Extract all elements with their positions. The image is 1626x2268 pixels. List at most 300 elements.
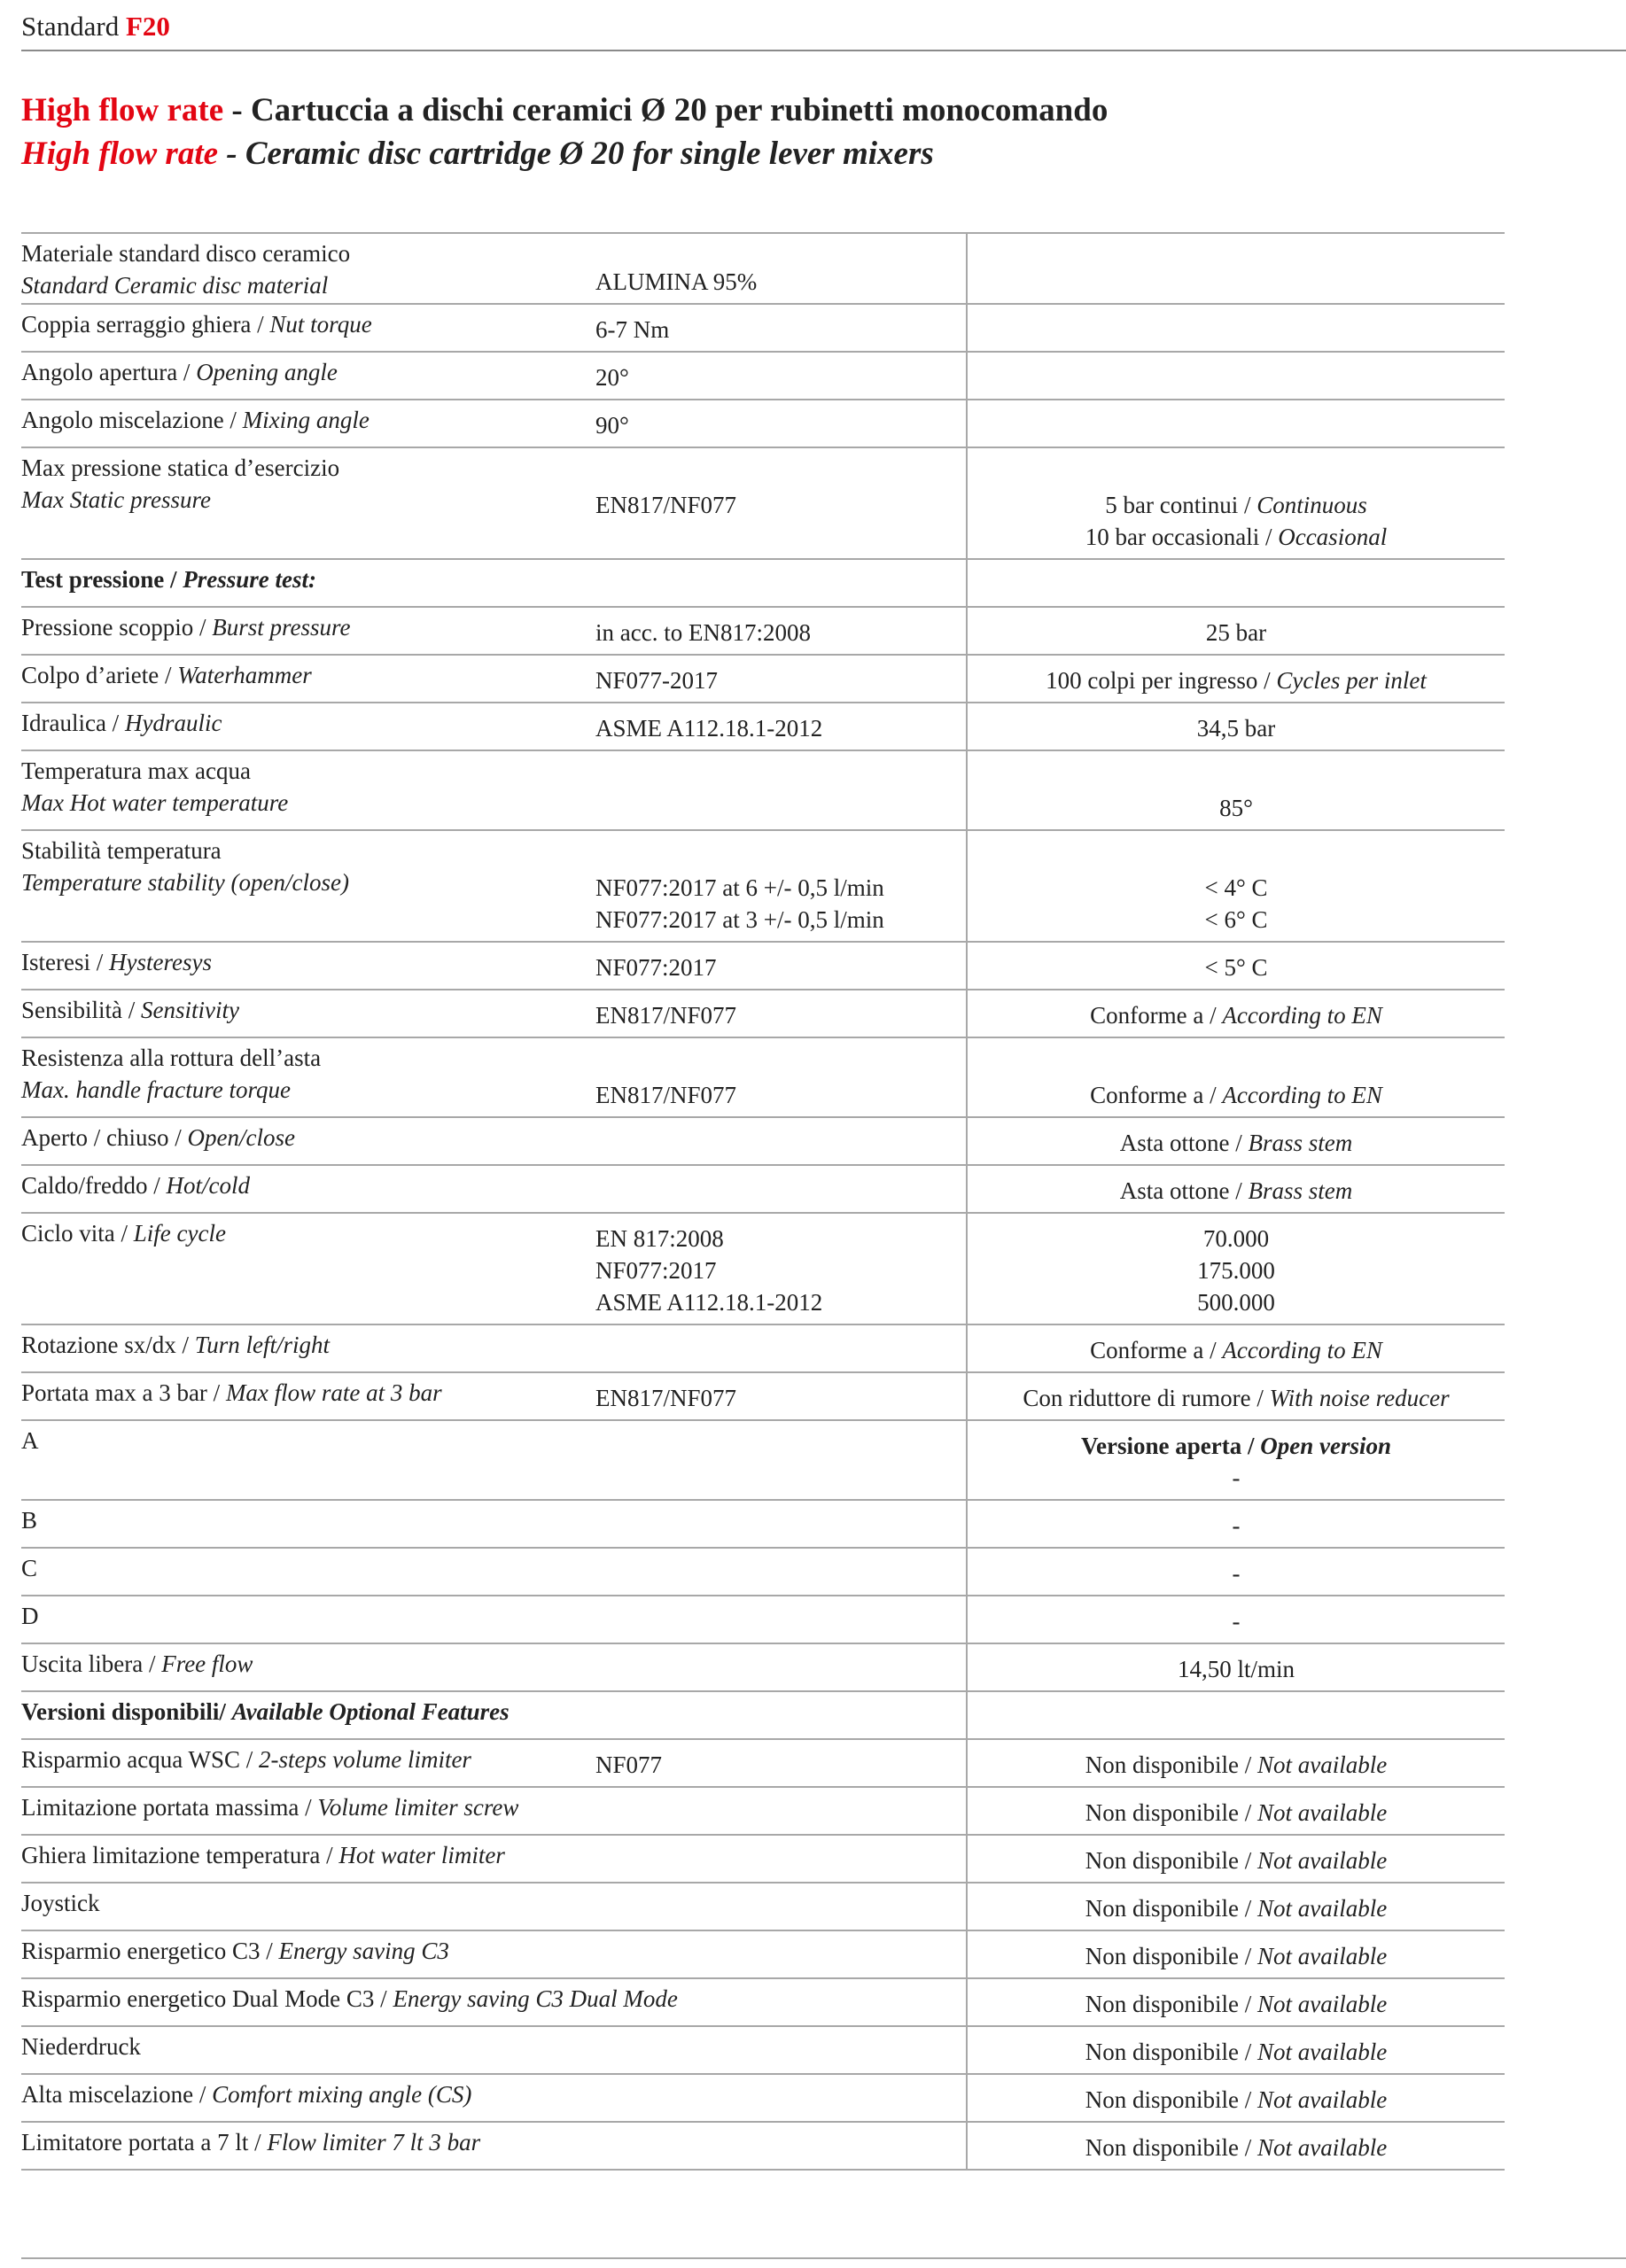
value-cell [966,1788,1505,1834]
cell-text: Temperature stability (open/close) [21,869,349,896]
cell-text: Materiale standard disco ceramico [21,240,351,267]
cell-text: Versione aperta / [1081,1433,1261,1459]
value-cell [966,751,1505,829]
value-cell [966,1836,1505,1882]
cell-text: Energy saving C3 Dual Mode [393,1985,678,2012]
value-cell [966,1214,1505,1324]
standard-cell [595,656,966,702]
cell-text: < 6° C [1204,906,1268,933]
property-cell [21,751,595,829]
cell-text: Portata max a 3 bar / [21,1379,226,1406]
standard-cell [595,234,966,303]
standard-cell [595,1596,966,1643]
standard-line: EN817/NF077 [595,492,737,518]
cell-text: Opening angle [196,359,338,385]
table-row [21,2123,1505,2171]
value-line [968,664,1505,696]
value-cell [966,831,1505,941]
table-row [21,751,1505,831]
value-cell [966,305,1505,351]
standard-line [595,521,966,553]
cell-text: Stabilità temperatura [21,837,222,864]
cell-text: Ghiera limitazione temperatura / [21,1842,339,1868]
cell-text: Open version [1260,1433,1391,1459]
cell-text: Hysteresys [108,949,212,975]
cell-text: Non disponibile / [1085,2134,1257,2161]
table-row [21,1214,1505,1325]
table-row [21,448,1505,560]
property-cell [21,1118,595,1164]
title-text: - Ceramic disc cartridge Ø 20 for single lever mixers [218,136,934,172]
cell-text: Nut torque [269,311,372,338]
property-line [21,835,595,866]
property-line [21,1217,595,1249]
cell-text: 14,50 lt/min [1177,1656,1295,1682]
property-line [21,1377,595,1409]
table-row [21,232,1505,305]
standard-cell [595,608,966,654]
table-row [21,1692,1505,1740]
property-line [21,404,595,436]
property-line [21,2126,595,2158]
cell-text: Non disponibile / [1085,1943,1257,1969]
property-line [21,787,595,819]
standard-cell [595,400,966,447]
document-title [21,89,1108,175]
cell-text: Not available [1257,1799,1388,1826]
value-cell [966,1501,1505,1547]
cell-text: Waterhammer [177,662,312,688]
cell-text: Brass stem [1248,1130,1353,1156]
property-line [21,1648,595,1680]
value-line [968,999,1505,1031]
cell-text: Non disponibile / [1085,2086,1257,2113]
table-row [21,1644,1505,1692]
cell-text: - [1232,1464,1241,1491]
table-row [21,990,1505,1038]
cell-text: 10 bar occasionali / [1085,524,1279,550]
property-line [21,356,595,388]
standard-cell [595,1979,966,2025]
cell-text: Energy saving C3 [278,1938,449,1964]
value-line [968,1892,1505,1924]
property-line [21,1744,595,1775]
property-cell [21,1373,595,1419]
cell-text: Not available [1257,2134,1388,2161]
property-line [21,946,595,978]
value-line [968,1175,1505,1207]
property-line [21,2031,595,2062]
property-line [21,1935,595,1967]
standard-line: 90° [595,412,629,439]
property-line [21,563,595,595]
standard-line: ALUMINA 95% [595,268,758,295]
cell-text: Max. handle fracture torque [21,1076,291,1103]
cell-text: 85° [1219,795,1253,821]
cell-text: Sensitivity [141,997,239,1023]
property-cell [21,703,595,750]
table-row [21,1501,1505,1549]
cell-text: Colpo d’ariete / [21,662,178,688]
table-row [21,703,1505,751]
value-cell [966,1596,1505,1643]
value-cell [966,1038,1505,1116]
table-row [21,1038,1505,1118]
value-line [968,1254,1505,1286]
cell-text: According to EN [1222,1337,1382,1363]
table-row [21,1931,1505,1979]
cell-text: Not available [1257,1895,1388,1922]
cell-text: Alta miscelazione / [21,2081,213,2108]
cell-text: Joystick [21,1890,100,1916]
value-cell [966,1884,1505,1930]
property-line [21,755,595,787]
property-cell [21,943,595,989]
value-line [968,1079,1505,1111]
property-cell [21,305,595,351]
standard-line: NF077:2017 [595,954,717,981]
table-row [21,1740,1505,1788]
property-cell [21,2123,595,2169]
value-cell [966,1166,1505,1212]
cell-text: Hot water limiter [338,1842,505,1868]
property-line [21,1791,595,1823]
value-cell [966,990,1505,1037]
title-italian [21,89,1108,132]
cell-text: 500.000 [1197,1289,1275,1316]
property-cell [21,400,595,447]
table-row [21,831,1505,943]
cell-text: Volume limiter screw [317,1794,519,1821]
property-cell [21,1166,595,1212]
cell-text: Hot/cold [166,1172,250,1199]
value-line [968,1286,1505,1318]
value-line [968,1334,1505,1366]
cell-text: Asta ottone / [1119,1130,1249,1156]
value-cell [966,1118,1505,1164]
cell-text: 2-steps volume limiter [258,1746,471,1773]
table-row [21,1788,1505,1836]
cell-text: 25 bar [1205,619,1267,646]
cell-text: Non disponibile / [1085,2039,1257,2065]
property-cell [21,1884,595,1930]
value-line [968,2084,1505,2116]
cell-text: Comfort mixing angle (CS) [212,2081,472,2108]
standard-cell [595,1931,966,1977]
value-cell [966,448,1505,558]
value-cell [966,2123,1505,2169]
cell-text: Uscita libera / [21,1651,162,1677]
property-cell [21,1596,595,1643]
table-row [21,1549,1505,1596]
value-cell [966,656,1505,702]
value-line [968,1797,1505,1829]
standard-cell [595,2123,966,2169]
standard-cell [595,353,966,399]
cell-text: 175.000 [1197,1257,1275,1284]
property-line [21,707,595,739]
standard-cell [595,1740,966,1786]
standard-cell [595,1214,966,1324]
property-line [21,1122,595,1153]
cell-text: Not available [1257,1847,1388,1874]
value-line [968,489,1505,521]
table-row [21,2075,1505,2123]
cell-text: Not available [1257,1751,1388,1778]
value-line [968,1430,1505,1462]
cell-text: Con riduttore di rumore / [1023,1385,1270,1411]
cell-text: Niederdruck [21,2033,141,2060]
cell-text: Max flow rate at 3 bar [225,1379,442,1406]
cell-text: Conforme a / [1090,1082,1223,1108]
property-line [21,994,595,1026]
value-cell [966,560,1505,606]
cell-text: Flow limiter 7 lt 3 bar [267,2129,481,2155]
property-cell [21,1836,595,1882]
cell-text: < 5° C [1204,954,1268,981]
table-row [21,1836,1505,1884]
value-cell [966,1421,1505,1499]
cell-text: Versioni disponibili/ [21,1698,232,1725]
cell-text: 5 bar continui / [1105,492,1257,518]
value-line [968,1382,1505,1414]
standard-line: EN817/NF077 [595,1082,737,1108]
property-line [21,1600,595,1632]
standard-cell [595,1884,966,1930]
value-line [968,2036,1505,2068]
value-cell [966,1692,1505,1738]
property-line [21,1504,595,1536]
cell-text: Isteresi / [21,949,109,975]
property-cell [21,1501,595,1547]
property-cell [21,1325,595,1371]
cell-text: Limitazione portata massima / [21,1794,318,1821]
standard-line: NF077-2017 [595,667,719,694]
value-line [968,1223,1505,1254]
property-line [21,866,595,898]
table-row [21,943,1505,990]
title-text: - Cartuccia a dischi ceramici Ø 20 per rubinetti monocomando [223,92,1109,128]
cell-text: Non disponibile / [1085,1895,1257,1922]
value-cell [966,400,1505,447]
standard-line: NF077:2017 at 3 +/- 0,5 l/min [595,906,884,933]
standard-line: ASME A112.18.1-2012 [595,1289,823,1316]
property-line [21,611,595,643]
property-cell [21,1644,595,1690]
standard-line: NF077:2017 at 6 +/- 0,5 l/min [595,874,884,901]
cell-text: Angolo miscelazione / [21,407,243,433]
property-cell [21,1740,595,1786]
property-line [21,1169,595,1201]
cell-text: - [1232,1560,1241,1587]
standard-cell [595,1836,966,1882]
property-cell [21,1038,595,1116]
value-cell [966,703,1505,750]
value-line [968,1510,1505,1542]
cell-text: 70.000 [1202,1225,1270,1252]
value-line [968,521,1505,553]
standard-line: EN817/NF077 [595,1385,737,1411]
standard-cell [595,1373,966,1419]
value-cell [966,1740,1505,1786]
property-cell [21,234,595,303]
standard-cell [595,990,966,1037]
cell-text: Continuous [1256,492,1367,518]
cell-text: Not available [1257,2039,1388,2065]
cell-text: D [21,1603,39,1629]
cell-text: Non disponibile / [1085,1991,1257,2017]
standard-cell [595,1325,966,1371]
property-cell [21,1421,595,1499]
standard-cell [595,1644,966,1690]
value-line [968,904,1505,936]
value-line [968,2132,1505,2163]
property-cell [21,1788,595,1834]
standard-cell [595,1118,966,1164]
property-line [21,2078,595,2110]
property-line [21,308,595,340]
cell-text: Idraulica / [21,710,125,736]
table-row [21,1118,1505,1166]
property-cell [21,656,595,702]
property-cell [21,1931,595,1977]
cell-text: B [21,1507,38,1534]
standard-line: in acc. to EN817:2008 [595,619,811,646]
standard-cell [595,2027,966,2073]
value-line [968,1653,1505,1685]
property-cell [21,1692,595,1738]
value-line [968,1462,1505,1494]
standard-cell [595,305,966,351]
property-cell [21,608,595,654]
value-cell [966,1373,1505,1419]
cell-text: Sensibilità / [21,997,141,1023]
standard-cell [595,831,966,941]
cell-text: Limitatore portata a 7 lt / [21,2129,268,2155]
cell-text: Aperto / chiuso / [21,1124,188,1151]
footer-rule [21,2257,1626,2259]
property-line [21,1074,595,1106]
table-row [21,2027,1505,2075]
standard-cell [595,448,966,558]
table-row [21,1325,1505,1373]
cell-text: Pressione scoppio / [21,614,213,641]
value-cell [966,1325,1505,1371]
standard-line: 20° [595,364,629,391]
value-cell [966,1549,1505,1595]
cell-text: Angolo apertura / [21,359,197,385]
property-cell [21,831,595,941]
header-prefix: Standard [21,11,126,42]
cell-text: Non disponibile / [1085,1799,1257,1826]
value-line [968,792,1505,824]
cell-text: A [21,1427,39,1454]
cell-text: Hydraulic [124,710,222,736]
value-line [968,872,1505,904]
value-line [968,1940,1505,1972]
property-line [21,659,595,691]
value-cell [966,234,1505,303]
property-line [21,1887,595,1919]
standard-cell [595,1038,966,1116]
value-line [968,1988,1505,2020]
property-cell [21,1214,595,1324]
standard-cell [595,1549,966,1595]
value-cell [966,943,1505,989]
value-cell [966,1644,1505,1690]
cell-text: Conforme a / [1090,1337,1223,1363]
standard-line: 6-7 Nm [595,316,670,343]
cell-text: Standard Ceramic disc material [21,272,329,299]
standard-cell [595,1501,966,1547]
standard-line: NF077 [595,1751,663,1778]
cell-text: Cycles per inlet [1276,667,1427,694]
table-row [21,1421,1505,1501]
cell-text: Rotazione sx/dx / [21,1332,195,1358]
cell-text: Coppia serraggio ghiera / [21,311,270,338]
cell-text: According to EN [1222,1082,1382,1108]
cell-text: Open/close [187,1124,295,1151]
cell-text: With noise reducer [1269,1385,1450,1411]
cell-text: 34,5 bar [1196,715,1276,742]
property-line [21,1425,595,1456]
property-cell [21,448,595,558]
cell-text: Life cycle [133,1220,226,1247]
table-row [21,400,1505,448]
property-line [21,452,595,484]
title-highlight: High flow rate [21,92,224,128]
standard-line: NF077:2017 [595,1257,717,1284]
value-line [968,617,1505,649]
property-line [21,1329,595,1361]
page-header [21,11,1626,51]
property-line [21,484,595,516]
cell-text: Max pressione statica d’esercizio [21,454,340,481]
value-cell [966,608,1505,654]
table-row [21,1596,1505,1644]
value-line [968,951,1505,983]
property-cell [21,2027,595,2073]
cell-text: Occasional [1278,524,1388,550]
standard-line: EN 817:2008 [595,1225,724,1252]
standard-cell [595,1421,966,1499]
value-cell [966,1979,1505,2025]
cell-text: Mixing angle [242,407,370,433]
cell-text: - [1232,1512,1241,1539]
standard-cell [595,560,966,606]
property-line [21,1839,595,1871]
cell-text: Non disponibile / [1085,1751,1257,1778]
value-line [968,1749,1505,1781]
cell-text: Resistenza alla rottura dell’asta [21,1045,322,1071]
property-line [21,1983,678,2015]
property-line [21,1042,595,1074]
cell-text: Caldo/freddo / [21,1172,167,1199]
header-code: F20 [125,11,170,42]
cell-text: Risparmio energetico C3 / [21,1938,279,1964]
cell-text: Risparmio energetico Dual Mode C3 / [21,1985,393,2012]
standard-cell [595,703,966,750]
cell-text: Temperatura max acqua [21,757,251,784]
property-line [21,1552,595,1584]
standard-cell [595,1166,966,1212]
standard-cell [595,943,966,989]
table-row [21,560,1505,608]
cell-text: Risparmio acqua WSC / [21,1746,259,1773]
cell-text: Not available [1257,1943,1388,1969]
cell-text: Turn left/right [194,1332,331,1358]
property-cell [21,990,595,1037]
